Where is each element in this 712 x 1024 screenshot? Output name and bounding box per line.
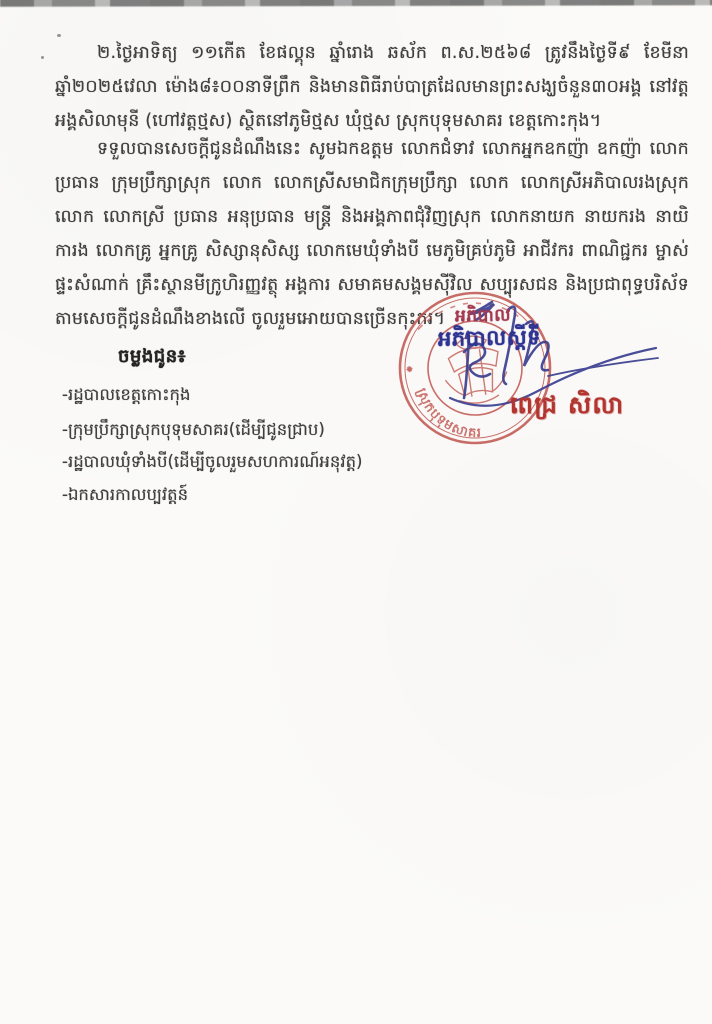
dust-speck bbox=[41, 56, 44, 59]
cc-list bbox=[62, 344, 402, 504]
seal-arc-text: ស្រុកបុទុមសាគរ bbox=[413, 386, 483, 441]
cc-item-provincial-administration: -រដ្ឋបាលខេត្តកោះកុង bbox=[62, 385, 191, 404]
letter-paragraph-1: ២.ថ្ងៃអាទិត្យ ១១កើត ខែផល្គុន ឆ្នាំរោង ឆស័ក ព.ស.២៥៦៨ ត្រូវនឹងថ្ងៃទី៩ ខែមីនា ឆ្នាំ២០២៥វេលា ម៉ោង៨៖០០នាទីព្រឹក និងមានពិធីរាប់បាត្រដែលមានព្រះសង្ឃចំនួន៣០អង្គ នៅវត្តអង្គសិលាមុនី (ហៅវត្តថ្មស) ស្ថិតនៅភូមិថ្មស ឃុំថ្មស ស្រុកបុទុមសាគរ ខេត្តកោះកុង។ bbox=[55, 43, 689, 131]
cc-item-commune-administrations: -រដ្ឋបាលឃុំទាំងបី(ដើម្បីចូលរួមសហការណ៍អនុវត្ត) bbox=[62, 452, 363, 471]
acting-governor-stamp-line2: អភិបាលស្ដីទី bbox=[437, 325, 542, 351]
scanner-edge-artifact bbox=[0, 0, 712, 7]
cc-item-district-council: -ក្រុមប្រឹក្សាស្រុកបុទុមសាគរ(ដើម្បីជូនជ្រាប) bbox=[62, 420, 325, 439]
acting-governor-stamp-line1: អភិបាល bbox=[454, 305, 512, 327]
signature-stamp-block bbox=[380, 280, 700, 450]
cc-item-archives: -ឯកសារកាលប្បវត្តន៍ bbox=[62, 485, 189, 504]
cc-list-header: ចម្លងជូន៖ bbox=[118, 346, 187, 367]
signer-name: ពេជ្រ សិលា bbox=[510, 391, 625, 419]
letter-paragraph-2: ទទួលបានសេចក្ដីជូនដំណឹងនេះ សូមឯកឧត្តម លោកជំទាវ លោកអ្នកឧកញ៉ា ឧកញ៉ា លោកប្រធាន ក្រុមប្រឹក្សាស្រុក លោក លោកស្រីសមាជិកក្រុមប្រឹក្សា លោក លោកស្រីអភិបាលរងស្រុក លោក លោកស្រី ប្រធាន អនុប្រធាន មន្ត្រី និងអង្គភាពជុំវិញស្រុក លោកនាយក នាយករង នាយិការង លោកគ្រូ អ្នកគ្រូ សិស្សានុសិស្ស លោកមេឃុំទាំងបី មេភូមិគ្រប់ភូមិ អាជីវករ ពាណិជ្ជករ ម្ចាស់ផ្ទះសំណាក់ គ្រឹះស្ថានមីក្រូហិរញ្ញវត្ថុ អង្គការ សមាគមសង្គមស៊ីវិល សប្បុរសជន និងប្រជាពុទ្ធបរិស័ទ តាមសេចក្ដីជូនដំណឹងខាងលើ ចូលរួមអោយបានច្រើនកុះករ។ bbox=[55, 139, 689, 329]
